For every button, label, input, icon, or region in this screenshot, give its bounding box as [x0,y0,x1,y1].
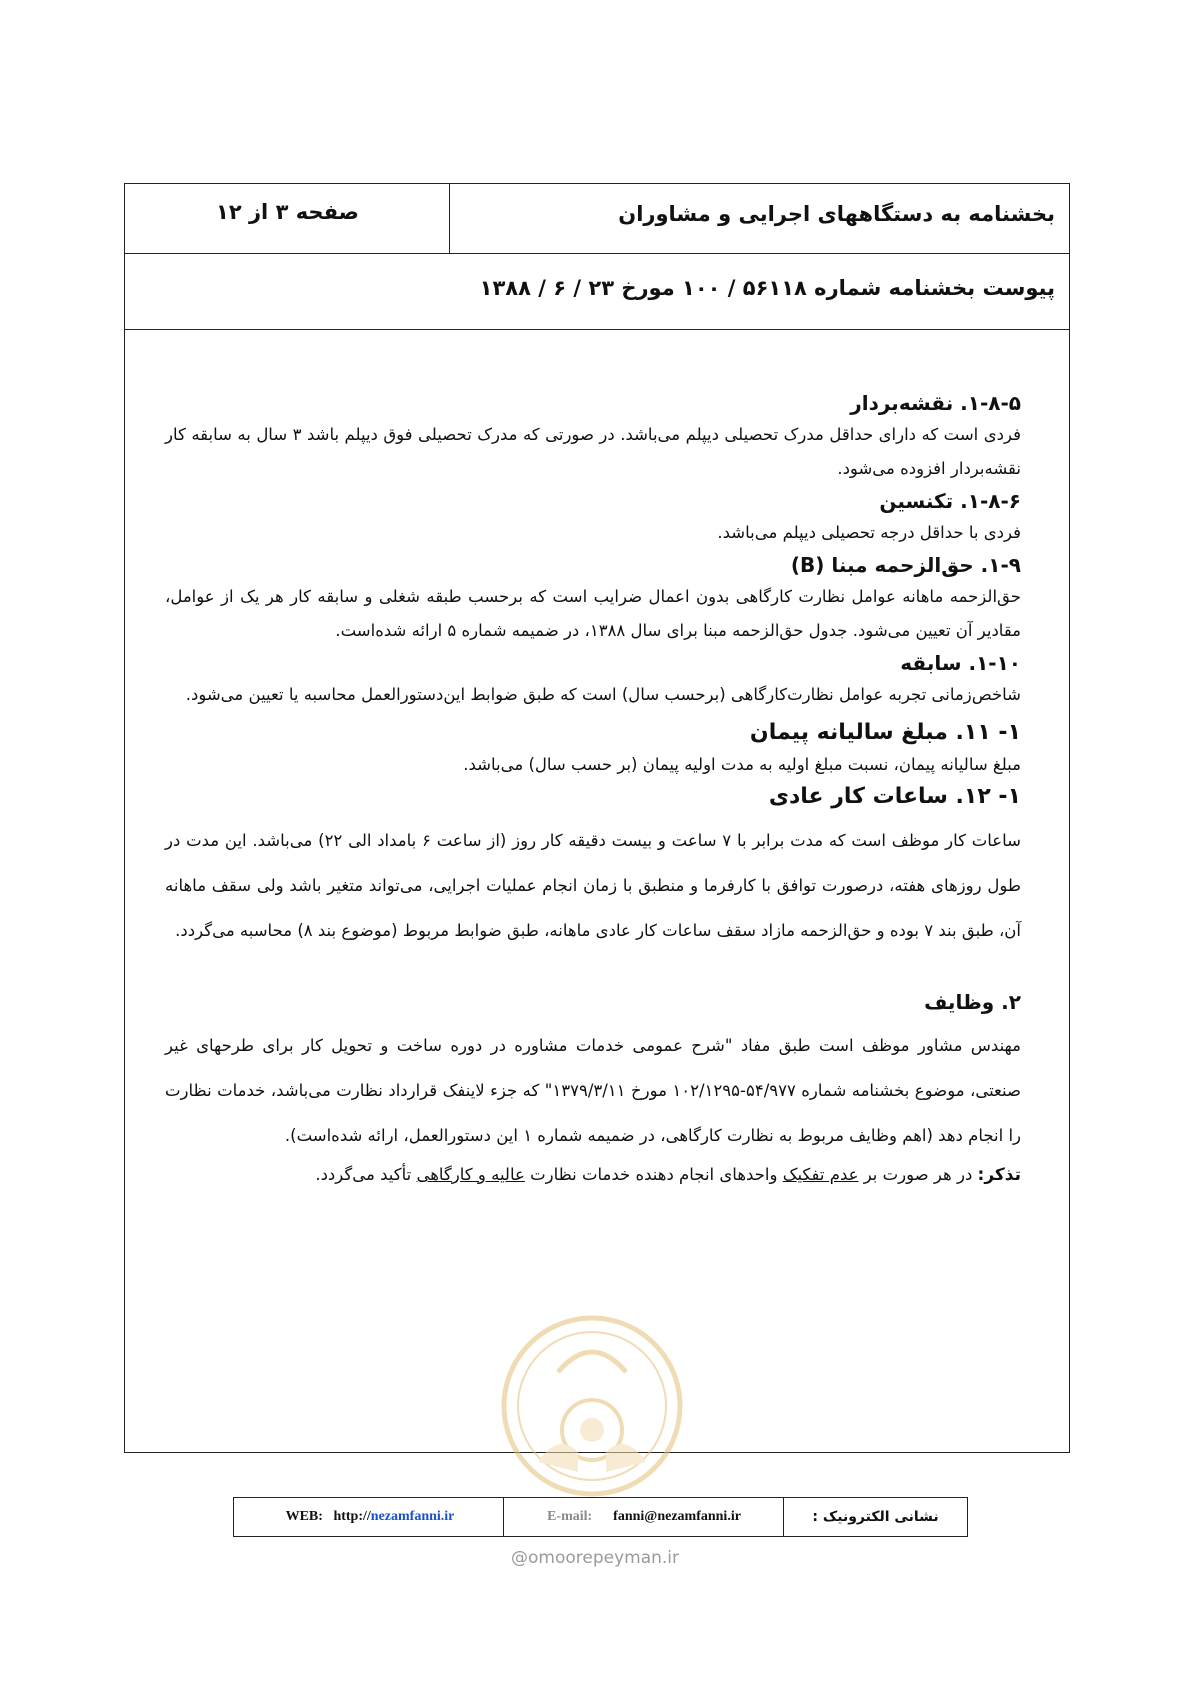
footer-contact-box [233,1497,968,1537]
section-heading-experience: ۱-۱۰. سابقه [900,651,1021,675]
watermark-seal-icon [498,1312,686,1500]
note-underline-1: عدم تفکیک [782,1165,859,1184]
email-label: E-mail: [547,1509,593,1524]
section-text-working-hours: ساعات کار موظف است که مدت برابر با ۷ ساعت و بیست دقیقه کار روز (از ساعت ۶ بامداد الی ۲۲) می‌باشد. این مدت در طول روزهای هفته، درصورت توافق با کارفرما و منطبق با زمان انجام عملیات اجرایی، می‌تواند متغیر باشد ولی سقف ماهانه آن، طبق بند ۷ بوده و حق‌الزحمه مازاد سقف ساعات کار عادی ماهانه، طبق ضوابط مربوط (موضوع بند ۸) محاسبه می‌گردد. [165,831,1021,940]
section-text-base-fee: حق‌الزحمه ماهانه عوامل نظارت کارگاهی بدون اعمال ضرایب است که برحسب طبقه شغلی و سابقه کار هر یک از عوامل، مقادیر آن تعیین می‌شود. جدول حق‌الزحمه مبنا برای سال ۱۳۸۸، در ضمیمه شماره ۵ ارائه شده‌است. [165,587,1021,640]
section-heading-annual-contract: ۱- ۱۱. مبلغ سالیانه پیمان [749,720,1021,745]
note-paragraph [165,1158,1021,1192]
web-link-prefix: http:// [333,1509,371,1524]
web-link[interactable] [333,1509,454,1525]
section-heading-technician: ۱-۸-۶. تکنسین [879,489,1021,513]
email-link[interactable]: fanni@nezamfanni.ir [613,1509,741,1524]
section-heading-duties: ۲. وظایف [924,990,1021,1014]
subheader-row [125,254,1069,330]
footer-web-cell [234,1498,506,1536]
section-heading-base-fee: ۱-۹. حق‌الزحمه مبنا (B) [790,553,1021,577]
section-heading-working-hours: ۱- ۱۲. ساعات کار عادی [768,784,1021,809]
web-label: WEB: [285,1509,323,1524]
section-text-experience: شاخص‌زمانی تجربه عوامل نظارت‌کارگاهی (برحسب سال) است که طبق ضوابط این‌دستورالعمل محاسبه یا تعیین می‌شود. [185,685,1021,704]
page-number: صفحه ۳ از ۱۲ [216,200,359,224]
watermark-at-icon: @ [510,1548,528,1568]
note-underline-2: عالیه و کارگاهی [416,1165,525,1184]
header-row [125,184,1069,254]
document-body [165,388,1021,1192]
section-text-duties: مهندس مشاور موظف است طبق مفاد "شرح عمومی خدمات مشاوره در دوره ساخت و تحویل کار برای طرحهای غیر صنعتی، موضوع بخشنامه شماره ۵۴/۹۷۷-۱۰۲/۱۲۹۵ مورخ ۱۳۷۹/۳/۱۱" که جزء لاینفک قرارداد نظارت می‌باشد، خدمات نظارت را انجام دهد (اهم وظایف مربوط به نظارت کارگاهی، در ضمیمه شماره ۱ این دستورالعمل، ارائه شده‌است). [165,1036,1021,1145]
watermark-site-text [0,1548,1190,1568]
footer-label: نشانی الکترونیک : [783,1498,967,1536]
note-label: تذکر: [977,1165,1021,1185]
web-link-domain: nezamfanni.ir [370,1509,455,1524]
document-title: بخشنامه به دستگاههای اجرایی و مشاوران [618,202,1055,226]
footer-email-cell [503,1498,784,1536]
note-text-3: تأکید می‌گردد. [315,1165,417,1184]
note-text-2: واحدهای انجام دهنده خدمات نظارت [524,1165,783,1184]
section-text-technician: فردی با حداقل درجه تحصیلی دیپلم می‌باشد. [717,523,1021,542]
watermark-site: omoorepeyman.ir [527,1548,680,1568]
header-title-cell [449,184,1069,254]
section-text-annual-contract: مبلغ سالیانه پیمان، نسبت مبلغ اولیه به مدت اولیه پیمان (بر حسب سال) می‌باشد. [463,755,1021,774]
document-subtitle: پیوست بخشنامه شماره ۵۶۱۱۸ / ۱۰۰ مورخ ۲۳ / ۶ / ۱۳۸۸ [479,276,1055,300]
header-page-cell [125,184,450,254]
section-heading-surveyor: ۱-۸-۵. نقشه‌بردار [850,391,1021,415]
note-text-1: در هر صورت بر [858,1165,978,1184]
section-text-surveyor: فردی است که دارای حداقل مدرک تحصیلی دیپلم می‌باشد. در صورتی که مدرک تحصیلی فوق دیپلم باشد ۳ سال به سابقه کار نقشه‌بردار افزوده می‌شود. [165,425,1021,478]
